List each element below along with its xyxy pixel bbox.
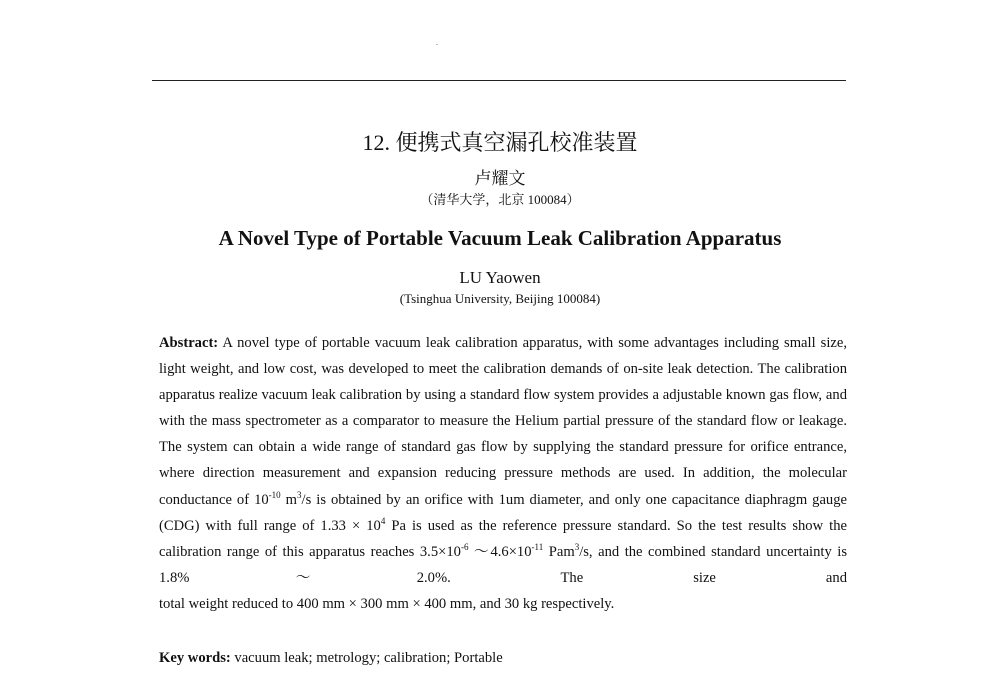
exponent-conductance: -10 bbox=[268, 489, 281, 500]
abstract-text-2: m bbox=[280, 491, 298, 508]
abstract-label: Abstract: bbox=[159, 335, 219, 351]
chinese-title: 12. 便携式真空漏孔校准装置 bbox=[362, 130, 638, 155]
header-rule bbox=[152, 80, 846, 81]
abstract-text-1: A novel type of portable vacuum leak calibration apparatus, with some advantages including small size, light weight, and low cost, was developed to meet the calibration demands of on-site leak detection. The calibration apparatus realize vacuum leak calibration by using a standard flow system provides a adjustable known gas flow, and with the mass spectrometer as a comparator to measure the Helium partial pressure of the standard flow or leakage. The system can obtain a wide range of standard gas flow by supplying the standard pressure for orifice entrance, where direction measurement and expansion reducing pressure methods are used. In addition, the molecular conductance of 10 bbox=[159, 335, 847, 508]
abstract-text-3: /s is obtained by an orifice with 1um diameter, and only one capacitance diaphragm gauge (CDG) with full range of 1.33 × 10 bbox=[159, 491, 848, 534]
abstract bbox=[159, 330, 847, 617]
abstract-last-line: total weight reduced to 400 mm × 300 mm × 400 mm, and 30 kg respectively. bbox=[159, 595, 615, 612]
abstract-text-5: ～4.6×10 bbox=[468, 543, 532, 560]
abstract-body bbox=[159, 330, 847, 591]
exponent-range-low: -6 bbox=[460, 541, 469, 552]
scan-dot bbox=[436, 44, 438, 45]
exponent-cubic-2: 3 bbox=[574, 541, 580, 552]
chinese-author: 卢耀文 bbox=[474, 169, 526, 188]
keywords bbox=[159, 650, 503, 667]
english-author: LU Yaowen bbox=[459, 268, 541, 287]
chinese-affiliation: （清华大学，北京 100084） bbox=[420, 192, 580, 207]
english-affiliation: (Tsinghua University, Beijing 100084) bbox=[399, 291, 601, 306]
abstract-text-7: /s, and the combined standard uncertainty is 1.8%～2.0%. The size and bbox=[159, 543, 848, 586]
abstract-text-6: Pam bbox=[543, 543, 575, 560]
exponent-pressure: 4 bbox=[380, 515, 386, 526]
keywords-label: Key words: bbox=[159, 650, 231, 666]
abstract-text-4: Pa is used as the reference pressure standard. So the test results show the calibration range of this apparatus reaches 3.5×10 bbox=[159, 517, 848, 560]
english-title: A Novel Type of Portable Vacuum Leak Calibration Apparatus bbox=[218, 226, 782, 250]
exponent-range-high: -11 bbox=[531, 541, 544, 552]
keywords-text: vacuum leak; metrology; calibration; Portable bbox=[230, 650, 503, 666]
exponent-cubic: 3 bbox=[297, 489, 302, 500]
